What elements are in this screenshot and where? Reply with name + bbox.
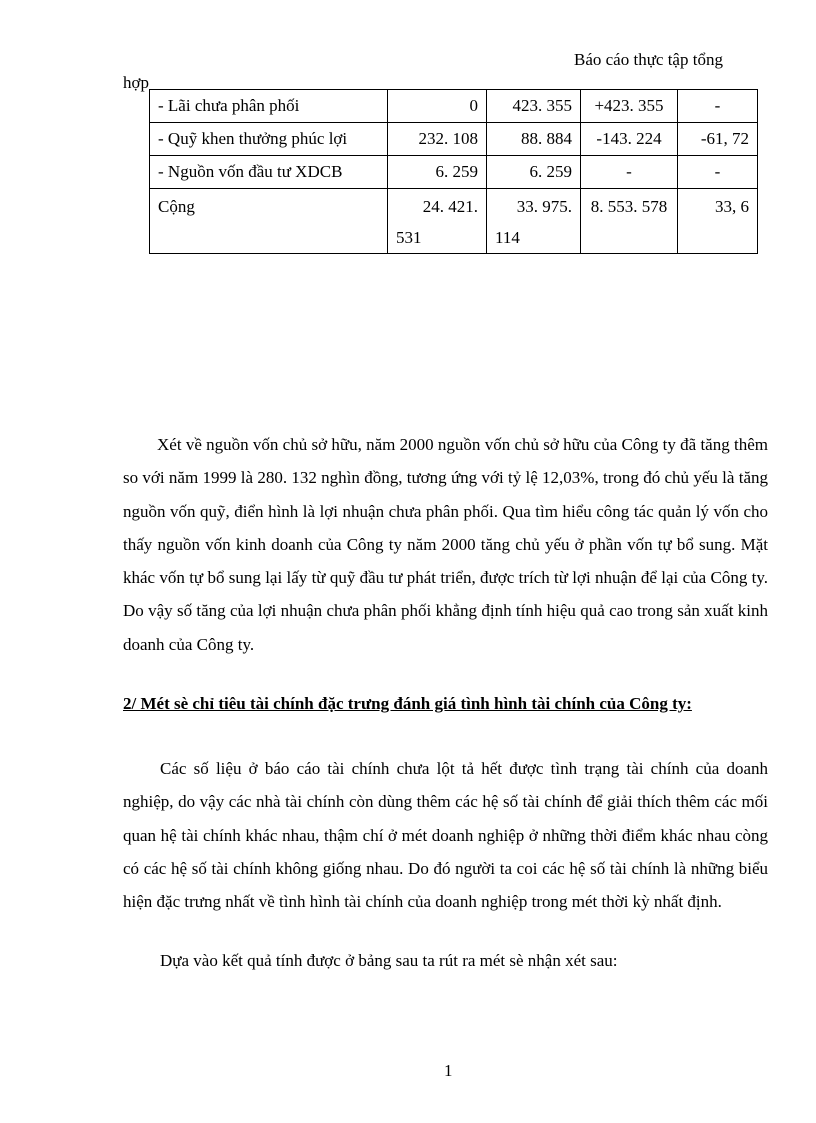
cell-value: 6. 259 xyxy=(388,156,487,189)
cell-value: -61, 72 xyxy=(678,123,758,156)
paragraph-equity-analysis: Xét về nguồn vốn chủ sở hữu, năm 2000 nguồn vốn chủ sở hữu của Công ty đã tăng thêm so với năm 1999 là 280. 132 nghìn đồng, tương ứng với tỷ lệ 12,03%, trong đó chủ yếu là tăng nguồn vốn quỹ, điển hình là lợi nhuận chưa phân phối. Qua tìm hiểu công tác quản lý vốn cho thấy nguồn vốn kinh doanh của Công ty năm 2000 tăng chủ yếu ở phần vốn tự bổ sung. Mặt khác vốn tự bổ sung lại lấy từ quỹ đầu tư phát triển, được trích từ lợi nhuận để lại của Công ty. Do vậy số tăng của lợi nhuận chưa phân phối khẳng định tính hiệu quả cao trong sản xuất kinh doanh của Công ty. xyxy=(123,435,768,654)
total-label: Cộng xyxy=(150,189,388,254)
cell-value: -143. 224 xyxy=(581,123,678,156)
cell-value: - xyxy=(581,156,678,189)
capital-table xyxy=(149,89,758,254)
cell-value: - xyxy=(678,156,758,189)
cell-value: 88. 884 xyxy=(487,123,581,156)
total-c2-line1: 33. 975. xyxy=(516,197,572,216)
row-label: - Lãi chưa phân phối xyxy=(150,90,388,123)
table-row xyxy=(150,90,758,123)
total-c1-line1: 24. 421. xyxy=(422,197,478,216)
row-label: - Quỹ khen thưởng phúc lợi xyxy=(150,123,388,156)
cell-value: - xyxy=(678,90,758,123)
table-row xyxy=(150,123,758,156)
header-title: Báo cáo thực tập tổng xyxy=(574,50,723,69)
total-c4: 33, 6 xyxy=(678,189,758,254)
row-label: - Nguồn vốn đầu tư XDCB xyxy=(150,156,388,189)
cell-value: 6. 259 xyxy=(487,156,581,189)
cell-value: 423. 355 xyxy=(487,90,581,123)
page-number: 1 xyxy=(444,1061,453,1080)
total-c1-line2: 531 xyxy=(396,228,422,247)
total-cell xyxy=(487,189,581,254)
table-total-row xyxy=(150,189,758,254)
total-c2-line2: 114 xyxy=(495,228,520,247)
header-title-continuation: hợp xyxy=(123,73,149,92)
cell-value: 0 xyxy=(388,90,487,123)
cell-value: 232. 108 xyxy=(388,123,487,156)
paragraph-financial-ratios: Các số liệu ở báo cáo tài chính chưa lột tả hết được tình trạng tài chính của doanh nghiệp, do vậy các nhà tài chính còn dùng thêm các hệ số tài chính để giải thích thêm các mối quan hệ tài chính khác nhau, thậm chí ở mét doanh nghiệp ở những thời điểm khác nhau còng có các hệ số tài chính không giống nhau. Do đó người ta coi các hệ số tài chính là những biểu hiện đặc trưng nhất về tình hình tài chính của doanh nghiệp trong mét thời kỳ nhất định. xyxy=(123,759,768,912)
total-c3: 8. 553. 578 xyxy=(581,189,678,254)
paragraph-intro-table: Dựa vào kết quả tính được ở bảng sau ta rút ra mét sè nhận xét sau: xyxy=(160,951,618,970)
section-heading: 2/ Mét sè chỉ tiêu tài chính đặc trưng đánh giá tình hình tài chính của Công ty: xyxy=(123,694,692,713)
table-row xyxy=(150,156,758,189)
cell-value: +423. 355 xyxy=(581,90,678,123)
total-cell xyxy=(388,189,487,254)
